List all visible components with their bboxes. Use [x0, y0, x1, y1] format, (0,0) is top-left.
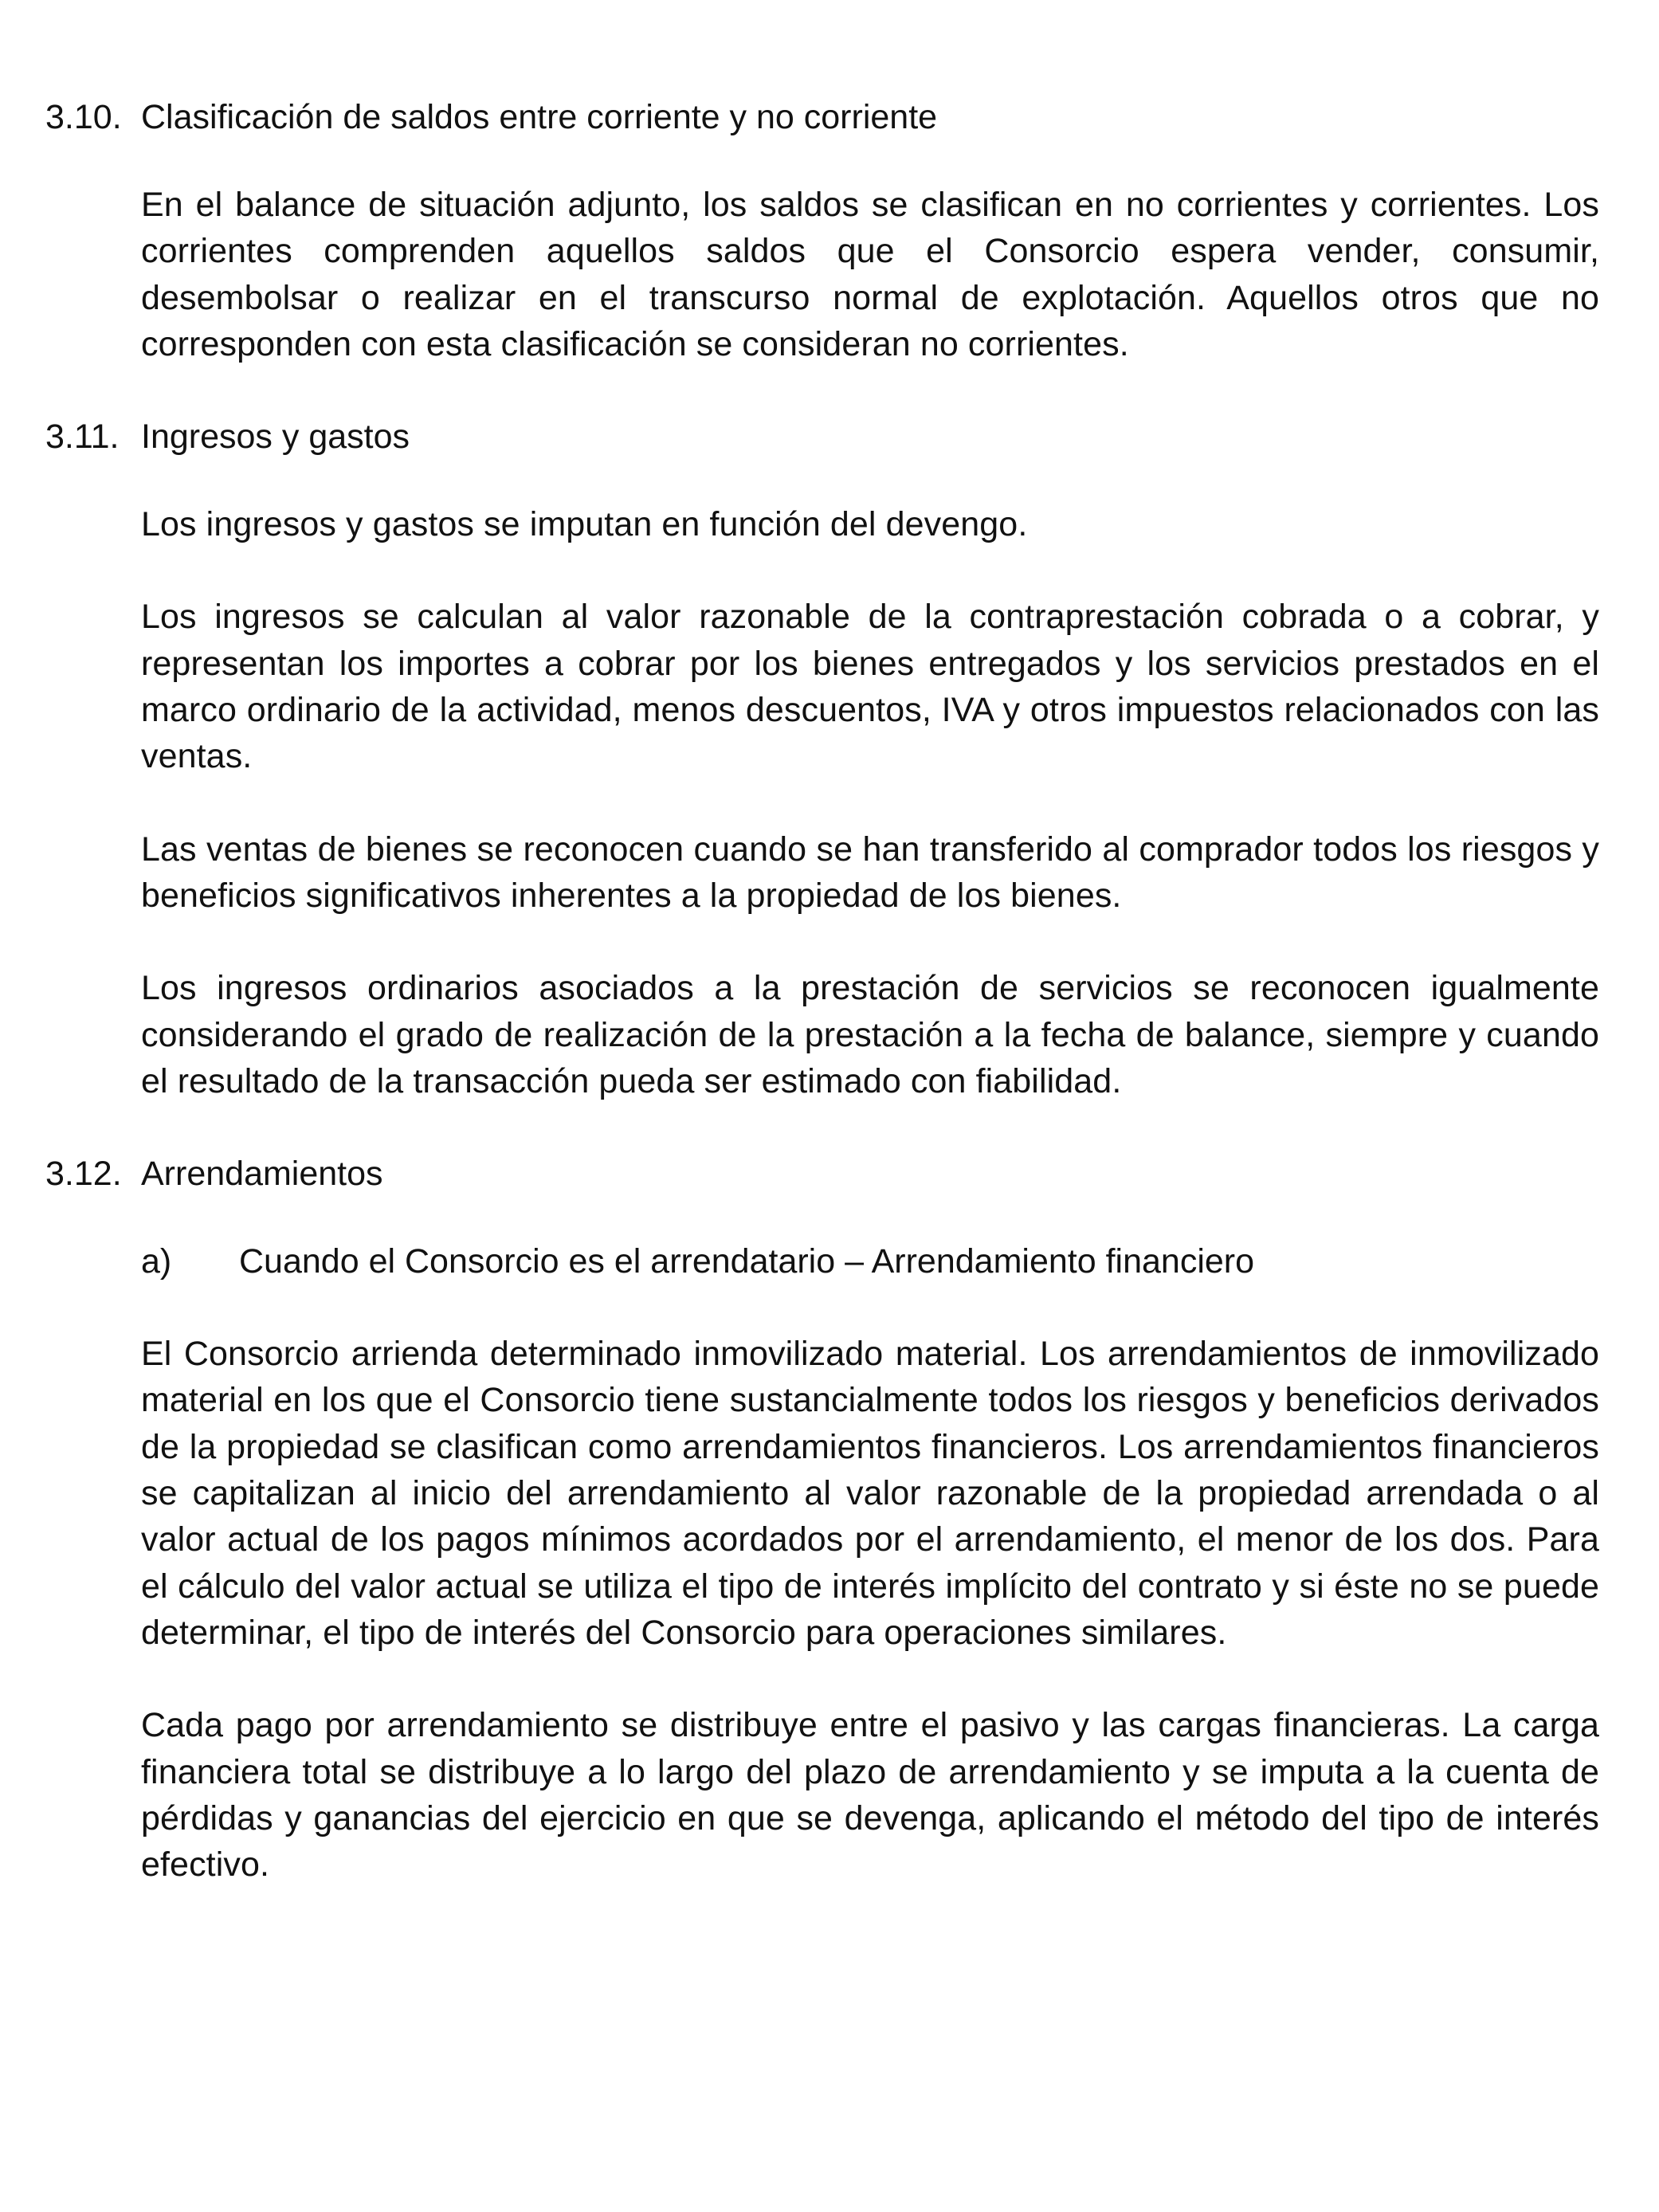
paragraph: Las ventas de bienes se reconocen cuando se han transferido al comprador todos los riesgos y beneficios significativos inherentes a la propiedad de los bienes. — [141, 830, 1599, 915]
section-number: 3.12. — [45, 1155, 122, 1194]
subsection-title: Cuando el Consorcio es el arrendatario – Arrendamiento financiero — [239, 1242, 1255, 1281]
paragraph: El Consorcio arrienda determinado inmovilizado material. Los arrendamientos de inmovilizado material en los que el Consorcio tiene sustancialmente todos los riesgos y beneficios derivados de la propiedad se clasifican como arrendamientos financieros. Los arrendamientos financieros se capitalizan al inicio del arrendamiento al valor razonable de la propiedad arrendada o al valor actual de los pagos mínimos acordados por el arrendamiento, el menor de los dos. Para el cálculo del valor actual se utiliza el tipo de interés implícito del contrato y si éste no se puede determinar, el tipo de interés del Consorcio para operaciones similares. — [141, 1335, 1599, 1652]
subsection-letter: a) — [141, 1242, 172, 1281]
section-title: Clasificación de saldos entre corriente y no corriente — [141, 98, 938, 136]
paragraph: Los ingresos ordinarios asociados a la prestación de servicios se reconocen igualmente considerando el grado de realización de la prestación a la fecha de balance, siempre y cuando el resultado de la transacción pueda ser estimado con fiabilidad. — [141, 969, 1599, 1100]
section-title: Arrendamientos — [141, 1155, 383, 1194]
subsection-heading-a — [141, 1238, 1659, 1284]
paragraph: Los ingresos se calculan al valor razonable de la contraprestación cobrada o a cobrar, y representan los importes a cobrar por los bienes entregados y los servicios prestados en el marco ordinario de la actividad, menos descuentos, IVA y otros impuestos relacionados con las ventas. — [141, 598, 1599, 776]
paragraph: En el balance de situación adjunto, los saldos se clasifican en no corrientes y corrientes. Los corrientes comprenden aquellos saldos que el Consorcio espera vender, consumir, desembolsar o realizar en el transcurso normal de explotación. Aquellos otros que no corresponden con esta clasificación se consideran no corrientes. — [141, 186, 1599, 363]
section-heading-3-10 — [45, 94, 1659, 140]
section-title: Ingresos y gastos — [141, 418, 410, 457]
section-heading-3-12 — [45, 1151, 1659, 1197]
paragraph: Los ingresos y gastos se imputan en función del devengo. — [141, 505, 1028, 544]
section-heading-3-11 — [45, 414, 1659, 460]
paragraph: Cada pago por arrendamiento se distribuye entre el pasivo y las cargas financieras. La carga financiera total se distribuye a lo largo del plazo de arrendamiento y se imputa a la cuenta de pérdidas y ganancias del ejercicio en que se devenga, aplicando el método del tipo de interés efectivo. — [141, 1706, 1599, 1885]
section-number: 3.10. — [45, 98, 122, 136]
section-number: 3.11. — [45, 418, 120, 457]
